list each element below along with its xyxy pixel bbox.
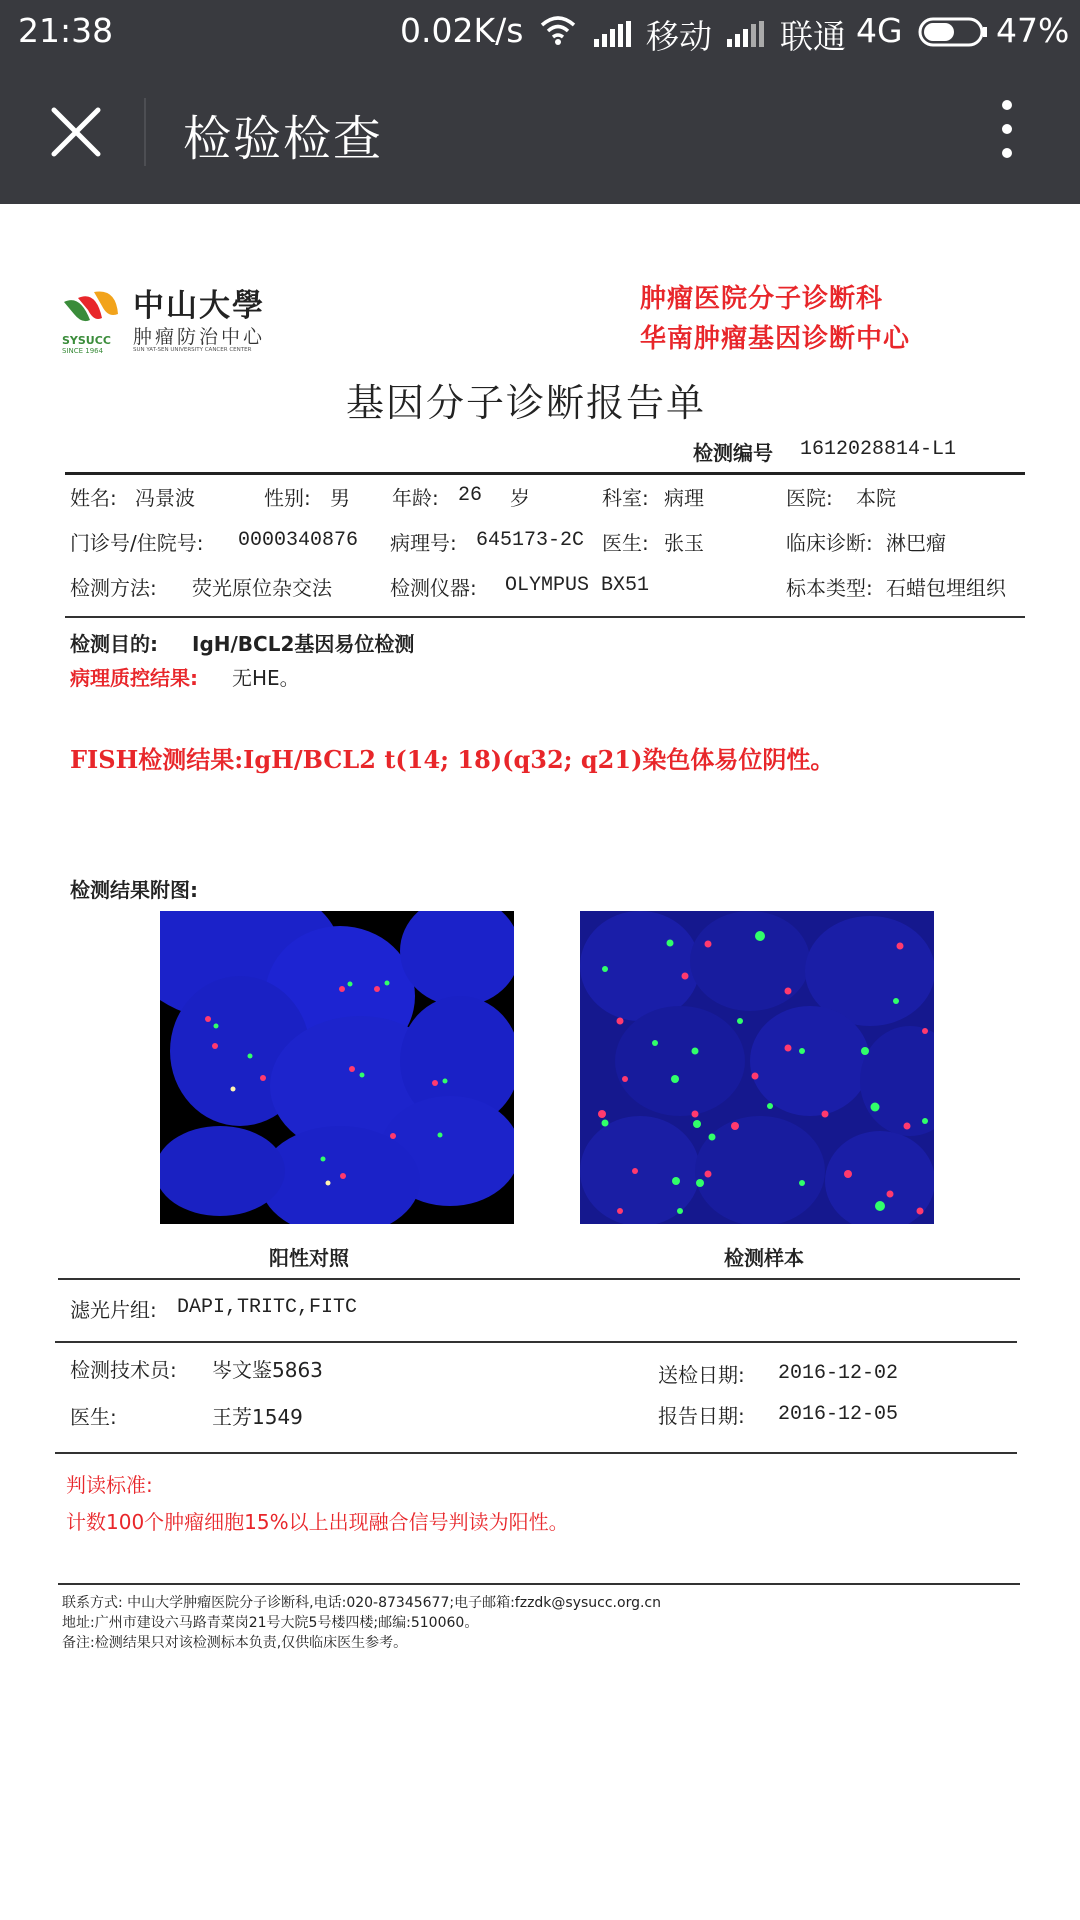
status-network-type: 4G — [856, 11, 903, 50]
diagnosis-label: 临床诊断: — [786, 531, 873, 555]
status-carrier-2: 联通 — [780, 17, 846, 56]
footer-note: 备注:检测结果只对该检测标本负责,仅供临床医生参考。 — [62, 1635, 408, 1651]
test-no: 1612028814-L1 — [800, 438, 957, 461]
test-sample-caption: 检测样本 — [724, 1246, 804, 1270]
figure-label: 检测结果附图: — [70, 878, 198, 902]
report-title: 基因分子诊断报告单 — [346, 381, 707, 425]
close-icon — [48, 104, 104, 160]
hospital: 本院 — [856, 486, 896, 510]
technician-label: 检测技术员: — [70, 1358, 177, 1382]
report-date: 2016-12-05 — [778, 1403, 899, 1426]
purpose-label: 检测目的: — [70, 632, 158, 656]
clinic-no-label: 门诊号/住院号: — [70, 531, 204, 555]
positive-control-image — [160, 911, 514, 1224]
status-network-speed: 0.02K/s — [400, 11, 524, 50]
status-carrier-1: 移动 — [646, 17, 712, 56]
logo-name: 中山大學 — [133, 288, 265, 324]
instrument-label: 检测仪器: — [390, 576, 477, 600]
specimen: 石蜡包埋组织 — [886, 576, 1006, 600]
app-bar — [0, 60, 1080, 204]
instrument: OLYMPUS BX51 — [505, 574, 650, 597]
doctor-name: 张玉 — [664, 531, 704, 555]
sent-date-label: 送检日期: — [658, 1363, 745, 1387]
app-bar-divider — [144, 98, 146, 166]
status-time: 21:38 — [18, 11, 114, 50]
criteria-label: 判读标准: — [66, 1473, 153, 1497]
status-bar — [0, 0, 1080, 60]
more-menu-button[interactable] — [995, 100, 1019, 164]
sent-date: 2016-12-02 — [778, 1362, 899, 1385]
logo-abbr: SYSUCC — [62, 334, 111, 347]
patient-name: 冯景波 — [135, 486, 195, 510]
dept-name-2: 华南肿瘤基因诊断中心 — [640, 324, 911, 354]
patient-age: 26 — [458, 484, 483, 507]
signature-rule — [55, 1452, 1017, 1454]
logo-en: SUN YAT-SEN UNIVERSITY CANCER CENTER — [133, 347, 252, 353]
dept-label: 科室: — [602, 486, 649, 510]
filter-label: 滤光片组: — [70, 1298, 157, 1322]
signal-icon — [592, 16, 632, 55]
report-date-label: 报告日期: — [658, 1404, 745, 1428]
age-label: 年龄: — [392, 486, 439, 510]
more-vertical-icon — [995, 100, 1019, 158]
sex-label: 性别: — [264, 486, 311, 510]
footer-address: 地址:广州市建设六马路青菜岗21号大院5号楼四楼;邮编:510060。 — [62, 1615, 479, 1631]
logo-sub: 肿瘤防治中心 — [133, 326, 266, 348]
filter-rule — [55, 1341, 1017, 1343]
positive-control-caption: 阳性对照 — [269, 1246, 349, 1270]
specimen-label: 标本类型: — [786, 576, 873, 600]
info-rule — [65, 616, 1025, 618]
method: 荧光原位杂交法 — [192, 576, 332, 600]
fish-result: FISH检测结果:IgH/BCL2 t(14; 18)(q32; q21)染色体易位阴性。 — [70, 745, 835, 774]
doctor-label: 医生: — [602, 531, 649, 555]
criteria: 计数100个肿瘤细胞15%以上出现融合信号判读为阳性。 — [66, 1510, 569, 1534]
footer-contact: 联系方式: 中山大学肿瘤医院分子诊断科,电话:020-87345677;电子邮箱:fzzdk@sysucc.org.cn — [62, 1595, 661, 1611]
doctor2-label: 医生: — [70, 1405, 117, 1429]
technician: 岑文鉴5863 — [212, 1358, 323, 1382]
doctor2: 王芳1549 — [212, 1405, 303, 1429]
patient-dept: 病理 — [664, 486, 704, 510]
diagnosis: 淋巴瘤 — [886, 531, 946, 555]
test-no-label: 检测编号 — [693, 441, 773, 465]
footer-rule — [58, 1583, 1020, 1585]
close-button[interactable] — [48, 104, 104, 160]
pathology-no-label: 病理号: — [390, 531, 457, 555]
wifi-icon — [540, 14, 576, 53]
status-battery-percent: 47% — [996, 11, 1070, 50]
method-label: 检测方法: — [70, 576, 157, 600]
age-unit: 岁 — [510, 486, 530, 510]
dept-name-1: 肿瘤医院分子诊断科 — [640, 284, 884, 314]
pathology-no: 645173-2C — [476, 529, 585, 552]
hospital-label: 医院: — [786, 486, 833, 510]
report-document — [0, 204, 1080, 1920]
name-label: 姓名: — [70, 486, 117, 510]
logo-since: SINCE 1964 — [62, 347, 104, 355]
patient-sex: 男 — [330, 486, 350, 510]
page-title: 检验检查 — [183, 111, 384, 167]
purpose: IgH/BCL2基因易位检测 — [192, 632, 415, 656]
battery-icon — [918, 16, 988, 55]
filter-set: DAPI,TRITC,FITC — [177, 1296, 358, 1319]
test-sample-image — [580, 911, 934, 1224]
qc-label: 病理质控结果: — [70, 666, 198, 690]
header-rule — [65, 472, 1025, 475]
clinic-no: 0000340876 — [238, 529, 359, 552]
image-rule — [58, 1278, 1020, 1280]
signal-icon — [725, 16, 765, 55]
qc-result: 无HE。 — [232, 666, 300, 690]
